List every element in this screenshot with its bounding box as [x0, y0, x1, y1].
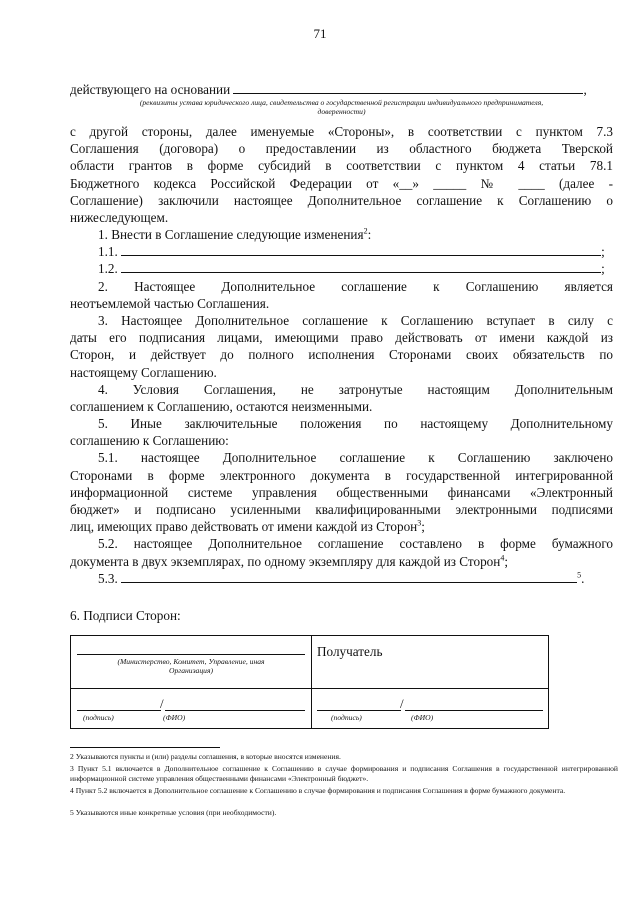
- item-5-1-last: [70, 518, 613, 535]
- item-5-line: соглашению к Соглашению:: [70, 433, 229, 449]
- left-org-blank: [77, 654, 305, 655]
- based-on-blank: [233, 81, 583, 94]
- item-5-1-line: информационной системе управления общественными финансами «Электронный: [70, 484, 613, 500]
- right-sign-blank: [317, 710, 401, 711]
- item-3-line: настоящему Соглашению.: [70, 364, 217, 380]
- intro-line: Соглашение) заключили настоящее Дополнительное соглашение к Соглашению о: [70, 192, 613, 208]
- item-1-2-blank: [121, 260, 601, 273]
- item-5-3-end: .: [581, 570, 585, 586]
- right-name-blank: [405, 710, 543, 711]
- based-on-block: [70, 81, 613, 116]
- right-sign-label: (подпись): [331, 713, 362, 722]
- item-5-1-line: 5.1. настоящее Дополнительное соглашение к Соглашению заключено: [98, 450, 613, 466]
- item-5-2-last-text: документа в двух экземплярах, по одному экземпляру для каждой из Сторон: [70, 553, 501, 569]
- item-5-2-last: [70, 553, 613, 570]
- left-sign-blank: [77, 710, 161, 711]
- signature-table-horizontal-divider: [71, 688, 548, 689]
- signature-table-vertical-divider: [311, 636, 312, 728]
- item-5-2-end: ;: [504, 553, 508, 569]
- item-5-1-line: Сторонами в форме электронного документа в государственной интегрированной: [70, 467, 613, 483]
- right-header: Получатель: [317, 644, 383, 659]
- left-org-caption-line-1: (Министерство, Комитет, Управление, иная: [117, 657, 265, 666]
- footnote-ref-2: 2: [363, 226, 368, 236]
- items-block: [70, 226, 613, 587]
- item-1-1-num: 1.1.: [98, 244, 118, 260]
- item-1-end: :: [367, 227, 372, 242]
- item-3-line: 3. Настоящее Дополнительное соглашение к Соглашению вступает в силу с: [98, 312, 613, 328]
- footnote-2: 2 Указываются пункты и (или) разделы соглашения, в которые вносятся изменения.: [70, 752, 341, 761]
- footnote-ref-4: 4: [500, 553, 505, 563]
- left-org-caption: [77, 657, 305, 675]
- left-name-blank: [165, 710, 305, 711]
- item-1-1-blank: [121, 243, 601, 256]
- intro-line: области грантов в форме субсидий в соответствии с пунктом 4 статьи 78.1: [70, 158, 613, 174]
- intro-line: с другой стороны, далее именуемые «Стороны», в соответствии с пунктом 7.3: [70, 124, 613, 139]
- section-6: [70, 607, 613, 624]
- item-5-3-num: 5.3.: [98, 570, 118, 586]
- intro-line: Бюджетного кодекса Российской Федерации от «__» _____ № ____ (далее -: [70, 175, 613, 191]
- item-5-2-line: 5.2. настоящее Дополнительное соглашение составлено в форме бумажного: [98, 536, 613, 552]
- page-number: 71: [313, 26, 327, 41]
- item-5-3: [70, 570, 613, 587]
- item-3-line: Сторон, и действует до полного исполнения Сторонами своих обязательств по: [70, 347, 613, 363]
- signature-table: [70, 635, 549, 729]
- item-2-line: неотъемлемой частью Соглашения.: [70, 295, 270, 311]
- right-name-label: (ФИО): [411, 713, 434, 722]
- left-sign-label: (подпись): [83, 713, 114, 722]
- item-1-2: [70, 260, 613, 277]
- footnote-5: 5 Указываются иные конкретные условия (при необходимости).: [70, 808, 277, 817]
- item-5-3-blank: [121, 570, 577, 583]
- item-2-line: 2. Настоящее Дополнительное соглашение к Соглашению является: [98, 278, 613, 294]
- left-slash: /: [160, 696, 164, 711]
- item-5-1-end: ;: [421, 519, 425, 535]
- footnote-3: 3 Пункт 5.1 включается в Дополнительное соглашение к Соглашению в случае формирования и подписания Соглашения в государственной интегрированной информационной системе управления общественными финансами «Электронный бюджет».: [70, 764, 618, 783]
- footnote-4: 4 Пункт 5.2 включается в Дополнительное соглашение к Соглашению в случае формирования и подписания Соглашения в форме бумажного документа.: [70, 786, 566, 795]
- intro-paragraph: [70, 123, 613, 226]
- based-on-end: ,: [583, 82, 587, 97]
- based-on-label: действующего на основании: [70, 82, 231, 97]
- item-4-line: соглашением к Соглашению, остаются неизменными.: [70, 398, 373, 414]
- item-3-line: даты его подписания лицами, имеющими право действовать от имени каждой из: [70, 330, 613, 346]
- requisites-caption-line-2: доверенности): [317, 107, 366, 117]
- item-5-line: 5. Иные заключительные положения по настоящему Дополнительному: [98, 416, 613, 432]
- item-1-1-end: ;: [601, 244, 605, 260]
- footnote-rule: [70, 747, 220, 748]
- intro-line: Соглашения (договора) о предоставлении из областного бюджета Тверской: [70, 141, 613, 157]
- footnote-ref-5: 5: [577, 570, 582, 580]
- item-1-1: [70, 243, 613, 260]
- item-4-line: 4. Условия Соглашения, не затронутые настоящим Дополнительным: [98, 381, 613, 397]
- item-1: [70, 226, 613, 243]
- left-org-caption-line-2: Организация): [168, 666, 214, 675]
- requisites-caption: [70, 98, 613, 116]
- right-slash: /: [400, 696, 404, 711]
- item-1-2-num: 1.2.: [98, 261, 118, 277]
- intro-line: нижеследующем.: [70, 209, 169, 225]
- item-5-1-line: бюджет» и подписано усиленными квалифицированными электронными подписями: [70, 502, 613, 517]
- footnote-ref-3: 3: [417, 518, 422, 528]
- item-1-text: 1. Внести в Соглашение следующие изменения: [98, 227, 364, 242]
- item-5-1-last-text: лиц, имеющих право действовать от имени каждой из Сторон: [70, 519, 418, 535]
- item-1-2-end: ;: [601, 261, 605, 277]
- requisites-caption-line-1: (реквизиты устава юридического лица, свидетельства о государственной регистрации индивидуального предпринимателя,: [139, 98, 544, 108]
- section-6-title: 6. Подписи Сторон:: [70, 608, 181, 623]
- left-name-label: (ФИО): [163, 713, 186, 722]
